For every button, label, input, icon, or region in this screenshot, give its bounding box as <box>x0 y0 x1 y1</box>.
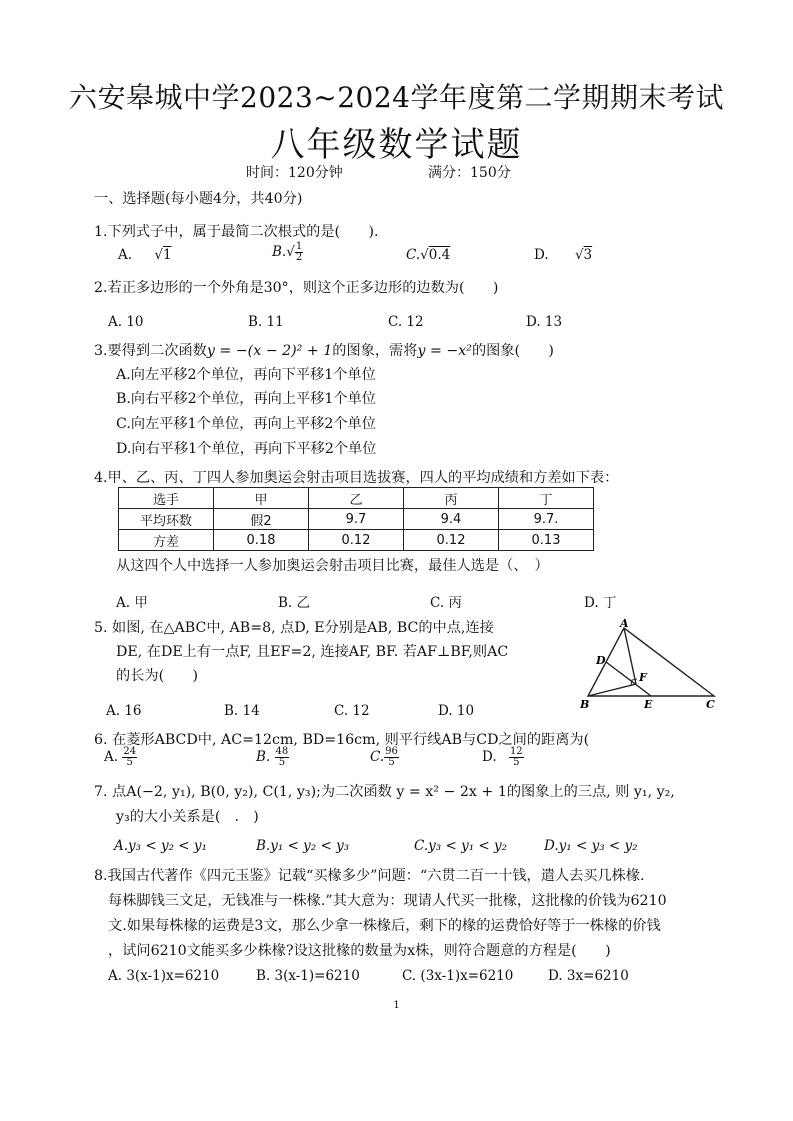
q1-option-b <box>272 242 303 263</box>
q6-d-fraction <box>509 747 524 768</box>
q6-d-label: D. <box>482 749 497 765</box>
table-cell: 假2 <box>214 509 309 530</box>
table-cell: 平均环数 <box>119 509 214 530</box>
label-a: A <box>620 618 629 630</box>
q8-option-d: D. 3x=6210 <box>548 968 629 984</box>
q6-option-a <box>104 747 137 768</box>
q5-option-a: A. 16 <box>106 703 142 719</box>
q4-option-c: C. 丙 <box>430 595 462 611</box>
q6-b-fraction <box>275 747 290 768</box>
table-cell: 选手 <box>119 488 214 509</box>
q6-c-denominator: 5 <box>388 757 395 768</box>
q7-option-d: D.y₁ < y₃ < y₂ <box>544 838 638 854</box>
q1-c-value: 0.4 <box>428 247 451 263</box>
q2-stem: 2.若正多边形的一个外角是30°，则这个正多边形的边数为( ) <box>94 280 499 296</box>
q2-option-b: B. 11 <box>248 314 284 330</box>
sqrt-sign: √ <box>154 247 163 263</box>
table-row <box>119 509 594 530</box>
q3-option-b: B.向右平移2个单位，再向上平移1个单位 <box>116 391 376 407</box>
q6-b-numerator: 48 <box>275 746 289 757</box>
q7-option-c: C.y₃ < y₁ < y₂ <box>414 838 508 854</box>
label-b: B <box>580 698 590 710</box>
q3-option-a: A.向左平移2个单位，再向下平移1个单位 <box>116 367 376 383</box>
q5-line1: 5. 如图, 在△ABC中, AB=8, 点D, E分别是AB, BC的中点,连接 <box>94 620 494 636</box>
section-heading: 一、选择题(每小题4分，共40分) <box>94 191 303 207</box>
q6-b-label: B. <box>256 749 271 765</box>
q4-ask: 从这四个人中选择一人参加奥运会射击项目比赛，最佳人选是（、 ） <box>116 558 549 574</box>
sqrt-sign: √ <box>574 247 584 263</box>
q1-b-label: B. <box>272 244 287 260</box>
q1-option-c <box>406 247 450 263</box>
table-cell: 0.18 <box>214 530 309 551</box>
label-e: E <box>644 698 653 710</box>
q4-option-b: B. 乙 <box>278 595 311 611</box>
table-cell: 方差 <box>119 530 214 551</box>
q6-a-label: A. <box>104 749 119 765</box>
q6-option-c <box>370 747 399 768</box>
q1-d-label: D. <box>534 247 549 263</box>
q1-b-fraction <box>295 242 303 263</box>
exam-title-line1: 六安皋城中学2023~2024学年度第二学期期末考试 <box>69 81 724 114</box>
table-cell: 丙 <box>404 488 499 509</box>
q6-b-denominator: 5 <box>278 757 286 768</box>
q4-option-d: D. 丁 <box>584 595 617 611</box>
q5-triangle-figure <box>574 618 720 710</box>
q3-stem-part3: 的图象( ) <box>471 343 554 359</box>
q7-line1: 7. 点A(−2, y₁), B(0, y₂), C(1, y₃);为二次函数 y = x² − 2x + 1的图象上的三点, 则 y₁, y₂, <box>94 784 675 800</box>
q6-option-b <box>256 747 289 768</box>
q2-option-c: C. 12 <box>388 314 424 330</box>
q3-stem <box>94 340 554 362</box>
q3-option-c: C.向左平移1个单位，再向上平移2个单位 <box>116 416 376 432</box>
q1-c-label: C. <box>406 247 421 263</box>
q1-option-a <box>118 247 172 263</box>
q1-stem: 1.下列式子中，属于最简二次根式的是( ). <box>94 224 379 240</box>
label-c: C <box>706 698 715 710</box>
q6-c-numerator: 96 <box>385 746 398 757</box>
table-row <box>119 530 594 551</box>
q6-option-d <box>482 747 524 768</box>
q4-score-table <box>118 487 594 551</box>
table-cell: 9.7. <box>499 509 594 530</box>
q1-b-denominator: 2 <box>295 252 303 263</box>
q2-option-d: D. 13 <box>526 314 563 330</box>
exam-score: 满分：150分 <box>428 165 511 181</box>
q6-stem: 6. 在菱形ABCD中, AC=12cm, BD=16cm, 则平行线AB与CD之间的距离为( <box>94 732 590 748</box>
q7-line2: y₃的大小关系是( . ) <box>116 809 259 825</box>
q2-option-a: A. 10 <box>108 314 144 330</box>
q6-d-denominator: 5 <box>513 757 520 768</box>
q5-option-c: C. 12 <box>334 703 370 719</box>
q7-option-a: A.y₃ < y₂ < y₁ <box>114 838 207 854</box>
table-cell: 0.12 <box>309 530 404 551</box>
q8-line2: 每株脚钱三文足，无钱准与一株椽.”其大意为：现请人代买一批椽，这批椽的价钱为6210 <box>108 893 667 909</box>
q6-c-label: C. <box>370 749 385 765</box>
q6-a-numerator: 24 <box>123 746 137 757</box>
q5-option-d: D. 10 <box>438 703 475 719</box>
table-cell: 0.12 <box>404 530 499 551</box>
q1-b-numerator: 1 <box>295 241 303 252</box>
q6-a-fraction <box>122 747 137 768</box>
q1-a-value: 1 <box>162 247 172 263</box>
label-d: D <box>596 654 606 667</box>
q8-line3: 文.如果每株椽的运费是3文，那么少拿一株椽后，剩下的椽的运费恰好等于一株椽的价钱 <box>108 918 661 934</box>
q8-line1: 8.我国古代著作《四元玉鉴》记载“买椽多少”问题：“六贯二百一十钱，遣人去买几株椽. <box>94 868 645 884</box>
table-cell: 乙 <box>309 488 404 509</box>
q3-stem-part2: 的图象，需将 <box>332 343 418 359</box>
q4-option-a: A. 甲 <box>116 595 148 611</box>
exam-time: 时间：120分钟 <box>246 165 343 181</box>
q1-a-label: A. <box>118 247 133 263</box>
q1-d-value: 3 <box>583 247 593 263</box>
segment-bf <box>588 684 636 696</box>
q8-option-a: A. 3(x-1)x=6210 <box>108 968 220 984</box>
q6-a-denominator: 5 <box>126 757 133 768</box>
q3-formula2: y = −x² <box>417 343 472 359</box>
table-cell: 丁 <box>499 488 594 509</box>
q4-stem: 4.甲、乙、丙、丁四人参加奥运会射击项目选拔赛，四人的平均成绩和方差如下表： <box>94 470 619 486</box>
q3-formula1: y = −(x − 2)² + 1 <box>206 343 333 359</box>
q6-c-fraction <box>384 747 399 768</box>
q8-option-b: B. 3(x-1)=6210 <box>256 968 360 984</box>
sqrt-sign: √ <box>286 244 295 260</box>
q8-line4: ，试问6210文能买多少株椽?设这批椽的数量为x株，则符合题意的方程是( ) <box>108 943 611 959</box>
table-cell: 9.7 <box>309 509 404 530</box>
q1-option-d <box>534 247 592 263</box>
q3-option-d: D.向右平移1个单位，再向下平移2个单位 <box>116 441 377 457</box>
page-number: 1 <box>393 1000 400 1011</box>
q3-stem-part1: 3.要得到二次函数 <box>94 343 207 359</box>
table-header-row <box>119 488 594 509</box>
q5-option-b: B. 14 <box>224 703 260 719</box>
q5-line3: 的长为( ) <box>116 668 199 684</box>
q6-d-numerator: 12 <box>509 746 523 757</box>
table-cell: 0.13 <box>499 530 594 551</box>
table-cell: 9.4 <box>404 509 499 530</box>
sqrt-sign: √ <box>420 247 429 263</box>
q7-option-b: B.y₁ < y₂ < y₃ <box>256 838 350 854</box>
label-f: F <box>639 671 647 684</box>
table-cell: 甲 <box>214 488 309 509</box>
exam-title-line2: 八年级数学试题 <box>270 125 523 165</box>
q5-line2: DE, 在DE上有一点F, 且EF=2, 连接AF, BF. 若AF⊥BF,则AC <box>116 644 509 660</box>
q8-option-c: C. (3x-1)x=6210 <box>402 968 514 984</box>
